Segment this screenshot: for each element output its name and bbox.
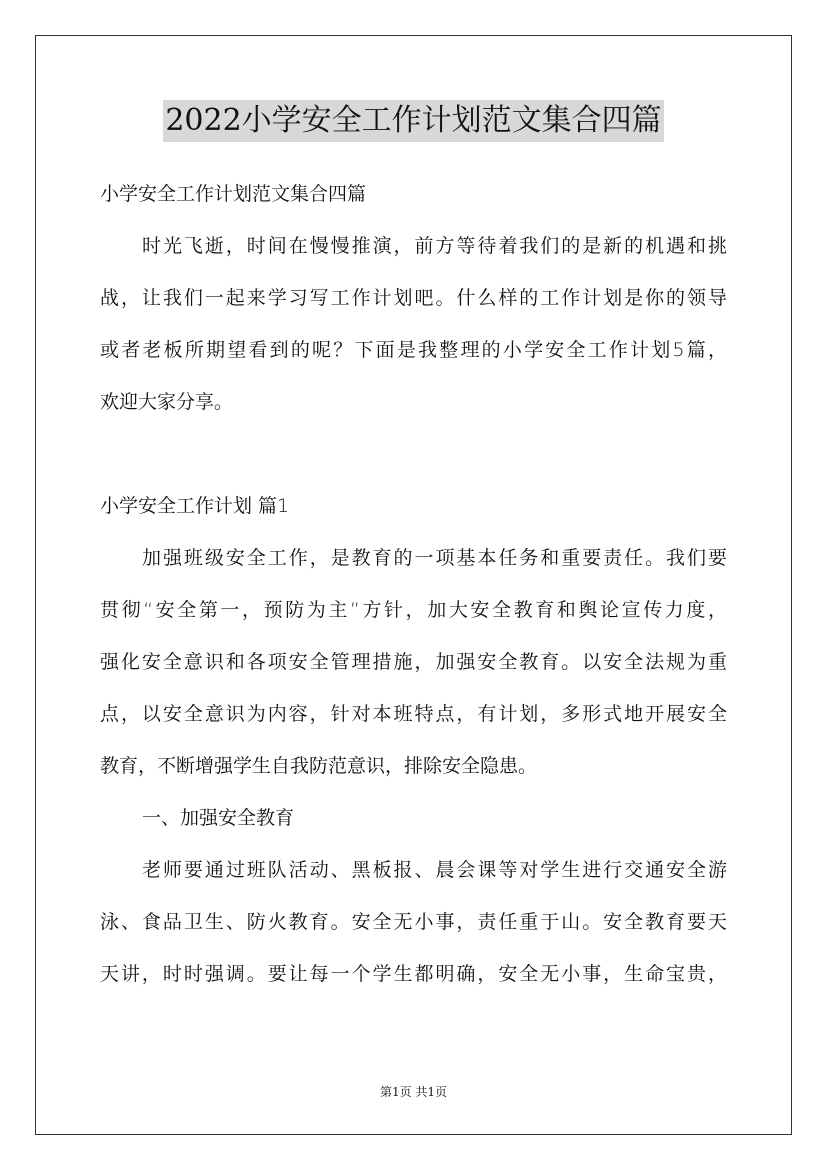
paragraph-gap <box>100 428 727 480</box>
section2-line: 老师要通过班队活动、黑板报、晨会课等对学生进行交通安全游 <box>142 859 727 881</box>
section1-line: 点，以安全意识为内容，针对本班特点，有计划，多形式地开展安全 <box>100 703 727 725</box>
section-heading: 小学安全工作计划 篇1 <box>100 495 290 517</box>
subtitle: 小学安全工作计划范文集合四篇 <box>100 183 367 205</box>
section1-line: 加强班级安全工作，是教育的一项基本任务和重要责任。我们要 <box>142 547 727 569</box>
section2-line: 泳、食品卫生、防火教育。安全无小事，责任重于山。安全教育要天 <box>100 911 727 933</box>
intro-line: 战，让我们一起来学习写工作计划吧。什么样的工作计划是你的领导 <box>100 287 727 309</box>
section1-line: 强化安全意识和各项安全管理措施，加强安全教育。以安全法规为重 <box>100 651 727 673</box>
section2-line: 天讲，时时强调。要让每一个学生都明确，安全无小事，生命宝贵， <box>100 963 727 985</box>
intro-line: 时光飞逝，时间在慢慢推演，前方等待着我们的是新的机遇和挑 <box>142 235 727 257</box>
intro-line: 欢迎大家分享。 <box>100 391 234 413</box>
page-footer: 第1页 共1页 <box>379 1085 448 1099</box>
title-container <box>0 100 827 142</box>
document-title: 2022小学安全工作计划范文集合四篇 <box>163 100 663 142</box>
document-body <box>100 168 727 1000</box>
section1-line: 贯彻“安全第一，预防为主”方针，加大安全教育和舆论宣传力度， <box>100 599 727 621</box>
intro-line: 或者老板所期望看到的呢？下面是我整理的小学安全工作计划5篇， <box>100 339 727 361</box>
sub-heading: 一、加强安全教育 <box>142 807 295 829</box>
section1-line: 教育，不断增强学生自我防范意识，排除安全隐患。 <box>100 755 538 777</box>
